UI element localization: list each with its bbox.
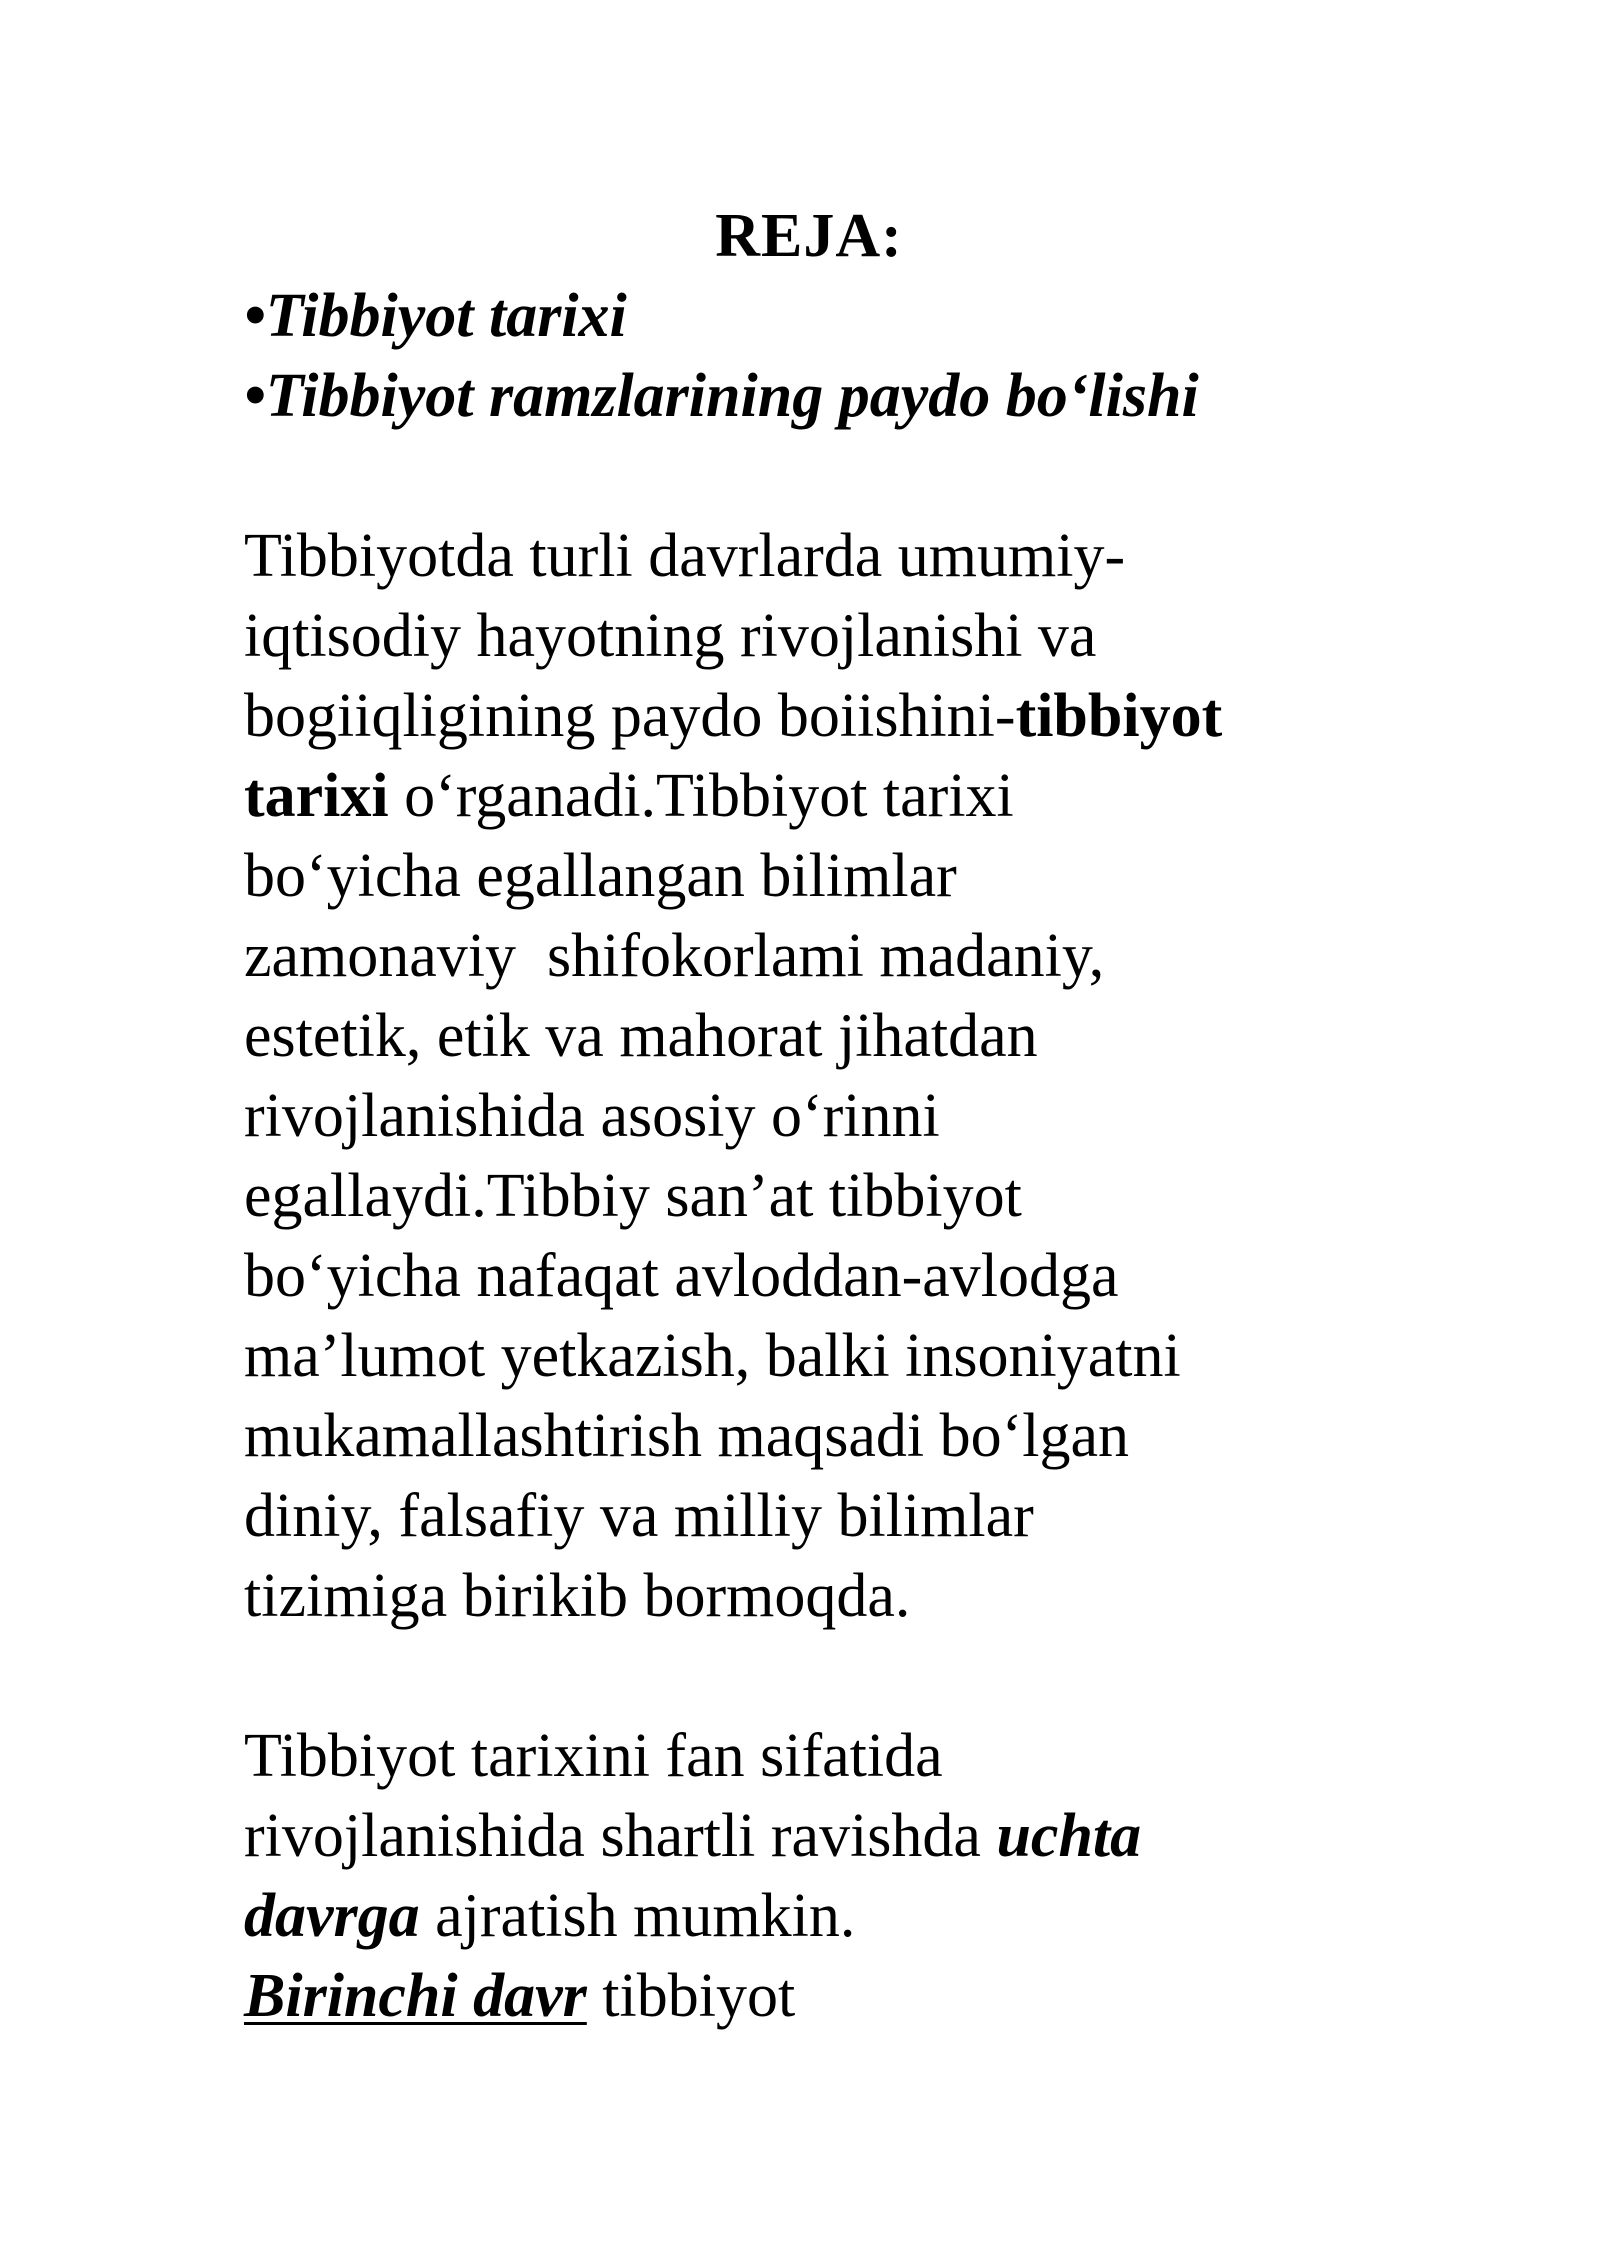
paragraph-intro (244, 516, 1394, 1636)
text-segment: oʻrganadi.Tibbiyot tarixi (388, 762, 1014, 830)
text-line: diniy, falsafiy va milliy bilimlar (244, 1482, 1034, 1550)
spacer (244, 436, 1394, 516)
plan-item-history: •Tibbiyot tarixi (244, 282, 627, 350)
text-line: ma’lumot yetkazish, balki insoniyatni (244, 1322, 1181, 1390)
text-line: boʻyicha egallangan bilimlar (244, 842, 957, 910)
bold-italic-term: davrga (244, 1882, 420, 1950)
section-heading-first-period: Birinchi davr (244, 1962, 587, 2030)
text-line: Tibbiyot tarixini fan sifatida (244, 1722, 943, 1790)
text-segment: rivojlanishida shartli ravishda (244, 1802, 997, 1870)
text-line (244, 1876, 1394, 1956)
text-line (244, 676, 1394, 756)
bold-term: tarixi (244, 762, 389, 830)
text-line: iqtisodiy hayotning rivojlanishi va (244, 602, 1097, 670)
text-line: tizimiga birikib bormoqda. (244, 1562, 911, 1630)
page-title: REJA: (715, 202, 903, 270)
spacer (244, 1636, 1394, 1716)
text-line (244, 1796, 1394, 1876)
text-segment: tibbiyot (586, 1962, 796, 2030)
text-line (244, 1956, 1394, 2036)
text-line (244, 756, 1394, 836)
text-line: zamonaviy shifokorlami madaniy, (244, 922, 1105, 990)
text-segment: bogiiqligining paydo boiishini- (244, 682, 1016, 750)
text-line: mukamallashtirish maqsadi boʻlgan (244, 1402, 1130, 1470)
document-content (244, 196, 1394, 2036)
text-line: rivojlanishida asosiy oʻrinni (244, 1082, 940, 1150)
text-line: estetik, etik va mahorat jihatdan (244, 1002, 1038, 1070)
paragraph-periods (244, 1716, 1394, 2036)
text-line: egallaydi.Tibbiy san’at tibbiyot (244, 1162, 1022, 1230)
text-line: boʻyicha nafaqat avloddan-avlodga (244, 1242, 1119, 1310)
bold-term: tibbiyot (1015, 682, 1223, 750)
plan-item-symbols: •Tibbiyot ramzlarining paydo boʻlishi (244, 362, 1199, 430)
text-line: Tibbiyotda turli davrlarda umumiy- (244, 522, 1126, 590)
bold-italic-term: uchta (996, 1802, 1142, 1870)
text-segment: ajratish mumkin. (419, 1882, 856, 1950)
